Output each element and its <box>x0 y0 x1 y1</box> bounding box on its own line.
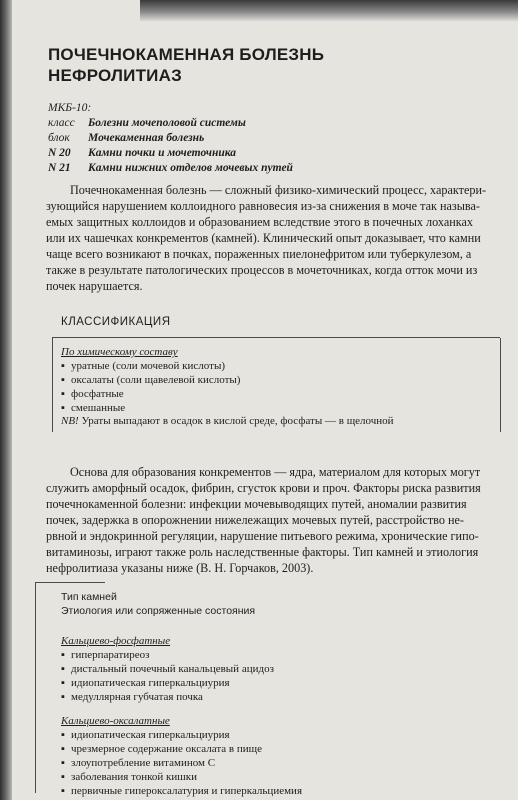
column-header-etiology: Этиология или сопряженные состояния <box>61 605 256 617</box>
bullet-icon: ▪ <box>61 649 65 661</box>
list-item: ▪ заболевания тонкой кишки <box>61 771 197 783</box>
bullet-icon: ▪ <box>61 388 65 400</box>
icd-10-block <box>48 101 293 176</box>
classification-list <box>61 345 240 415</box>
paragraph-line: емых защитных коллоидов и образованием вследствие этого в почечных лоханках <box>46 215 473 229</box>
list-item: ▪ смешанные <box>61 402 126 414</box>
stone-group-name: Кальциево-оксалатные <box>61 715 170 727</box>
bullet-icon: ▪ <box>61 360 65 372</box>
bullet-icon: ▪ <box>61 663 65 675</box>
intro-paragraph <box>46 182 502 294</box>
paragraph-line: или их чашечках конкрементов (камней). Клинический опыт доказывает, что камни <box>46 231 481 245</box>
icd-value: Камни нижних отделов мочевых путей <box>88 162 293 174</box>
icd-value: Болезни мочеполовой системы <box>88 117 246 129</box>
box-divider <box>52 337 500 338</box>
etiology-table <box>61 590 302 798</box>
icd-key: класс <box>48 117 75 129</box>
icd-key: N 20 <box>48 147 71 159</box>
nb-text: Ураты выпадают в осадок в кислой среде, фосфаты — в щелочной <box>78 415 394 427</box>
icd-row <box>48 116 293 131</box>
column-header-type: Тип камней <box>61 591 117 603</box>
icd-value: Камни почки и мочеточника <box>88 147 237 159</box>
list-item: ▪ идиопатическая гиперкальциурия <box>61 677 230 689</box>
bullet-icon: ▪ <box>61 729 65 741</box>
list-item: ▪ фосфатные <box>61 388 124 400</box>
bullet-icon: ▪ <box>61 374 65 386</box>
icd-row <box>48 161 293 176</box>
icd-heading: МКБ-10: <box>48 102 92 114</box>
classification-heading: КЛАССИФИКАЦИЯ <box>61 316 171 328</box>
list-item: ▪ дистальный почечный канальцевый ацидоз <box>61 663 274 675</box>
paragraph-line: служить аморфный осадок, фибрин, сгусток крови и проч. Факторы риска развития <box>46 481 481 495</box>
paragraph-line: почек, задержка в опорожнении нижележащих мочевых путей, расстройство не- <box>46 513 464 527</box>
list-item: ▪ первичные гипероксалатурия и гиперкальциемия <box>61 785 302 797</box>
bullet-icon: ▪ <box>61 785 65 797</box>
icd-row <box>48 146 293 161</box>
list-item: ▪ злоупотребление витамином С <box>61 757 216 769</box>
icd-key: блок <box>48 132 70 144</box>
box-divider <box>35 582 105 583</box>
list-item: ▪ уратные (соли мочевой кислоты) <box>61 360 226 372</box>
icd-row <box>48 131 293 146</box>
paragraph-line: чаще всего возникают в почках, пораженных пиелонефритом или туберкулезом, а <box>46 247 472 261</box>
bullet-icon: ▪ <box>61 757 65 769</box>
icd-key: N 21 <box>48 162 71 174</box>
list-item: ▪ медуллярная губчатая почка <box>61 691 203 703</box>
nb-note <box>61 414 394 428</box>
paragraph-line: зующийся нарушением коллоидного равновесия из-за снижения в моче так называ- <box>46 199 480 213</box>
paragraph-line: Почечнокаменная болезнь — сложный физико-химический процесс, характери- <box>70 183 487 197</box>
list-item: ▪ идиопатическая гиперкальциурия <box>61 729 230 741</box>
paragraph-line: нефролитиаза указаны ниже (В. Н. Горчаков, 2003). <box>46 561 314 575</box>
paragraph-line: рвной и эндокринной регуляции, нарушение питьевого режима, хронические гипо- <box>46 529 479 543</box>
paragraph-line: витаминозы, играют также роль наследственные факторы. Тип камней и этиология <box>46 545 479 559</box>
bullet-icon: ▪ <box>61 691 65 703</box>
second-paragraph <box>46 464 502 576</box>
box-divider <box>52 338 53 432</box>
list-item: ▪ чрезмерное содержание оксалата в пище <box>61 743 262 755</box>
title-line: НЕФРОЛИТИАЗ <box>48 66 182 85</box>
paragraph-line: почек нарушается. <box>46 279 143 293</box>
bullet-icon: ▪ <box>61 677 65 689</box>
list-item: ▪ оксалаты (соли щавелевой кислоты) <box>61 374 241 386</box>
page-title <box>48 44 324 86</box>
box-divider <box>35 583 36 793</box>
paragraph-line: Основа для образования конкрементов — ядра, материалом для которых могут <box>70 465 481 479</box>
box-divider <box>500 338 501 432</box>
bullet-icon: ▪ <box>61 771 65 783</box>
paragraph-line: также в результате патологических процессов в мочеточниках, когда отток мочи из <box>46 263 478 277</box>
classification-subheading: По химическому составу <box>61 346 178 358</box>
paragraph-line: почечнокаменной болезни: инфекции мочевыводящих путей, аномалии развития <box>46 497 467 511</box>
bullet-icon: ▪ <box>61 743 65 755</box>
title-line: ПОЧЕЧНОКАМЕННАЯ БОЛЕЗНЬ <box>48 45 325 64</box>
stone-group-name: Кальциево-фосфатные <box>61 635 171 647</box>
icd-value: Мочекаменная болезнь <box>88 132 205 144</box>
bullet-icon: ▪ <box>61 402 65 414</box>
nb-label: NB! <box>61 415 79 427</box>
list-item: ▪ гиперпаратиреоз <box>61 649 150 661</box>
